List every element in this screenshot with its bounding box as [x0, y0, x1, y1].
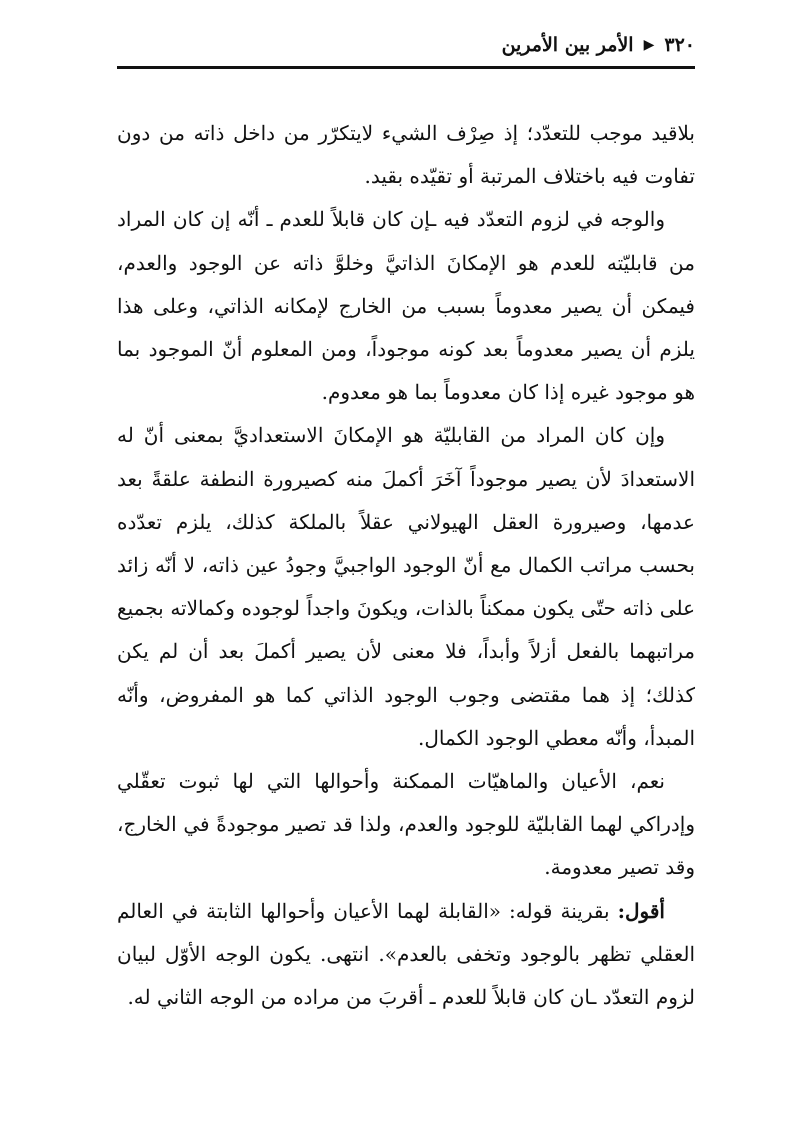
paragraph-3: وإن كان المراد من القابليّة هو الإمكانَ الاستعداديَّ بمعنى أنّ له الاستعدادَ لأن يصير موجوداً آخَرَ أكملَ منه كصيرورة النطفة علقةً بعد عدمها، وصيرورة العقل الهيولاني عقلاً بالملكة كذلك، يلزم تعدّده بحسب مراتب الكمال مع أنّ الوجود الواجبيَّ وجودُ عين ذاته، لا أنّه زائد على ذاته حتّى يكون ممكناً بالذات، ويكونَ واجداً لوجوده وكمالاته بجميع مراتبهما بالفعل أزلاً وأبداً، فلا معنى لأن يصير أكملَ بعد أن لم يكن كذلك؛ إذ هما مقتضى وجوب الوجود الذاتي كما هو المفروض، وأنّه المبدأ، وأنّه معطي الوجود الكمال. [117, 423, 695, 750]
triangle-right-icon: ▶ [643, 37, 655, 53]
paragraph-1: بلاقيد موجب للتعدّد؛ إذ صِرْف الشيء لايتكرّر من داخل ذاته من دون تفاوت فيه باختلاف المرتبة أو تقيّده بقيد. [117, 121, 696, 189]
paragraph-4: نعم، الأعيان والماهيّات الممكنة وأحوالها التي لها ثبوت تعقّلي وإدراكي لهما القابليّة للوجود والعدم، ولذا قد تصير موجودةً في الخارج، وقد تصير معدومة. [117, 769, 695, 880]
page-number: ٣٢٠ [664, 34, 695, 56]
header-divider [117, 66, 695, 69]
paragraph-5 [117, 890, 695, 1020]
paragraph-5-text: بقرينة قوله: «القابلة لهما الأعيان وأحوالها الثابتة في العالم العقلي تظهر بالوجود وتخفى بالعدم». انتهى. يكون الوجه الأوّل لبيان لزوم التعدّد ـان كان قابلاً للعدم ـ أقربَ من مراده من الوجه الثاني له. [117, 898, 695, 1010]
running-head [117, 30, 695, 60]
paragraph-2: والوجه في لزوم التعدّد فيه ـإن كان قابلاً للعدم ـ أنّه إن كان المراد من قابليّته للعدم هو الإمكانَ الذاتيَّ وخلوَّ ذاته عن الوجود والعدم، فيمكن أن يصير معدوماً بسبب من الخارج لإمكانه الذاتي، وعلى هذا يلزم أن يصير معدوماً بعد كونه موجوداً، ومن المعلوم أنّ الموجود بما هو موجود غيره إذا كان معدوماً بما هو معدوم. [117, 207, 695, 405]
running-head-title: الأمر بين الأمرين [501, 34, 634, 56]
paragraph-lead-word: أقول: [617, 898, 665, 923]
body-text [117, 112, 695, 1019]
